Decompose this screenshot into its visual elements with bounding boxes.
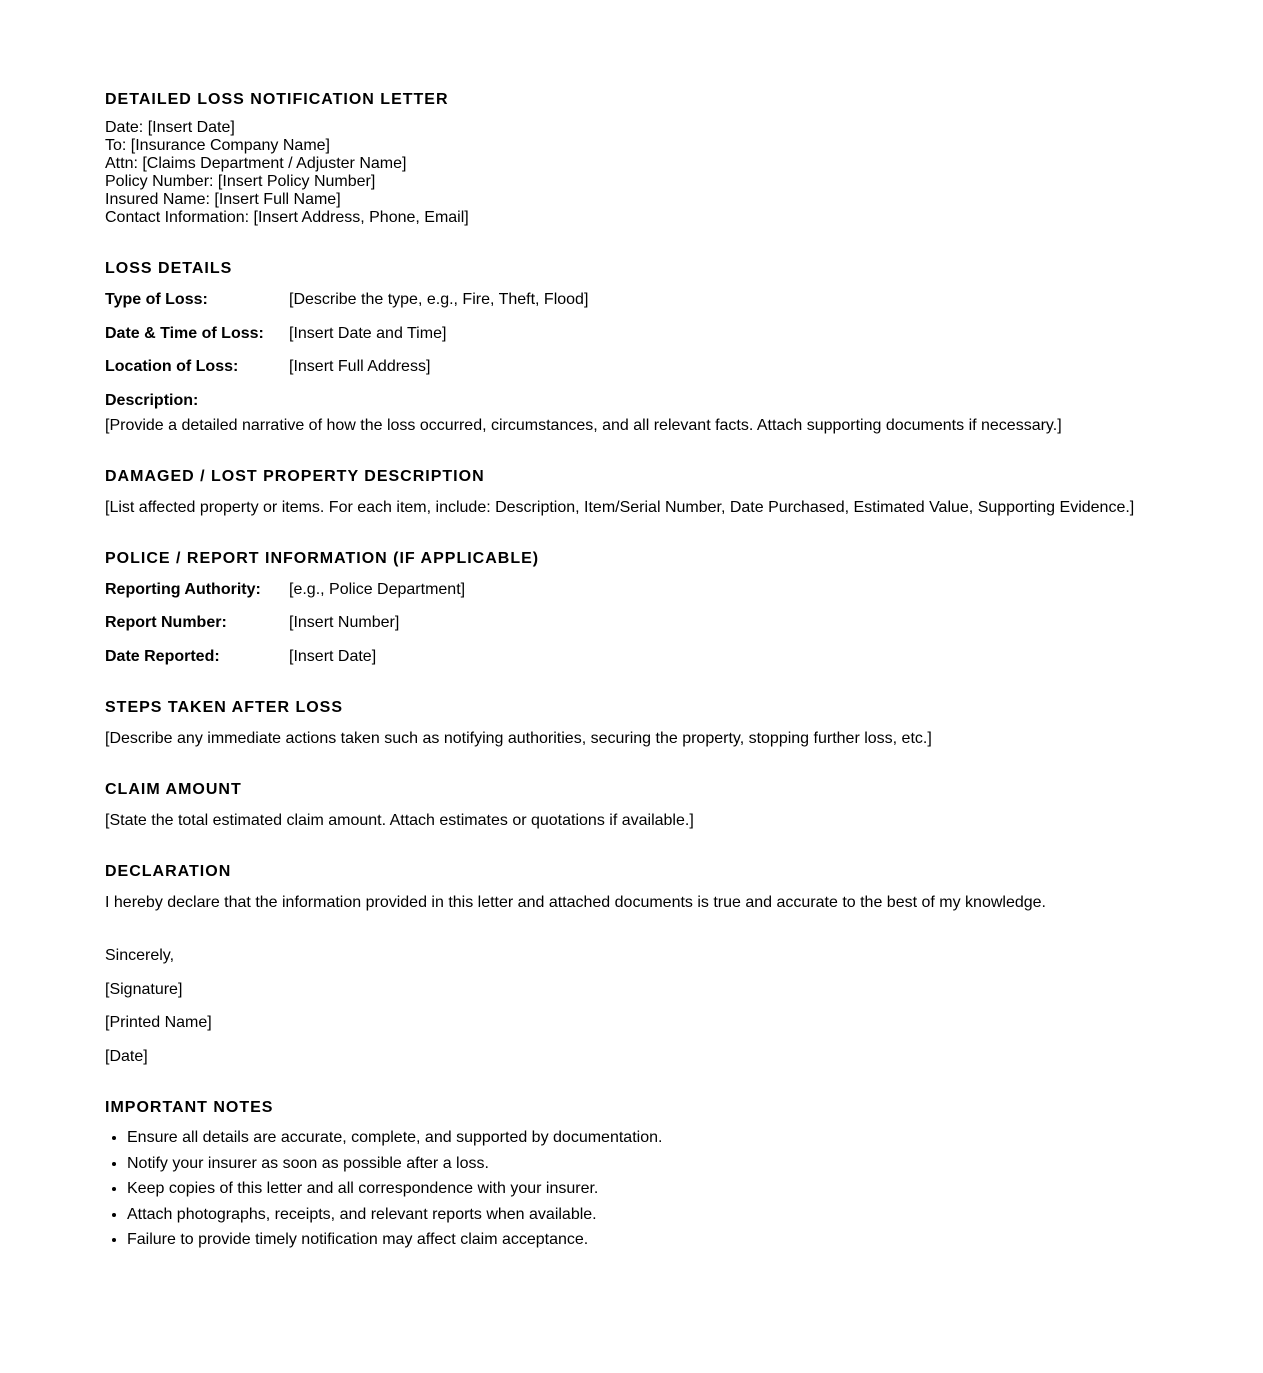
field-label: Type of Loss: [105,291,208,308]
field-value: [Insert Date] [289,648,377,665]
field-value: [Insert Number] [289,614,400,631]
list-item: • Notify your insurer as soon as possible after a loss. [127,1155,1205,1173]
loss-datetime-row [105,325,1205,343]
damaged-property-section [105,467,1205,517]
loss-location-row [105,358,1205,376]
field-label: Date Reported: [105,648,220,665]
claim-amount-text: [State the total estimated claim amount. Attach estimates or quotations if available.] [105,812,694,829]
closing-block [105,947,1205,1066]
field-label: Reporting Authority: [105,581,261,598]
closing-date: [Date] [105,1048,148,1065]
list-item: • Ensure all details are accurate, complete, and supported by documentation. [127,1129,1205,1147]
report-number-row [105,614,1205,632]
list-item: • Failure to provide timely notification may affect claim acceptance. [127,1231,1205,1249]
notes-list [105,1129,1205,1249]
field-label: Date & Time of Loss: [105,325,264,342]
letter-title: DETAILED LOSS NOTIFICATION LETTER [105,91,449,108]
header-to-line: To: [Insurance Company Name] [105,137,330,154]
description-label: Description: [105,392,199,409]
letter-header [105,119,1205,227]
header-insured-line: Insured Name: [Insert Full Name] [105,191,341,208]
claim-amount-heading: CLAIM AMOUNT [105,781,242,798]
loss-details-heading: LOSS DETAILS [105,260,233,277]
damaged-property-heading: DAMAGED / LOST PROPERTY DESCRIPTION [105,468,485,485]
field-label: Report Number: [105,614,227,631]
damaged-property-text: [List affected property or items. For each item, include: Description, Item/Serial Number, Date Purchased, Estimated Value, Supporting Evidence.] [105,499,1135,516]
header-contact-line: Contact Information: [Insert Address, Phone, Email] [105,209,469,226]
field-label: Location of Loss: [105,358,239,375]
field-value: [Insert Full Address] [289,358,431,375]
closing-signature: [Signature] [105,981,183,998]
important-notes-section [105,1098,1205,1249]
reporting-authority-row [105,581,1205,599]
declaration-heading: DECLARATION [105,863,232,880]
description-text: [Provide a detailed narrative of how the loss occurred, circumstances, and all relevant facts. Attach supporting documents if necessary.] [105,417,1062,434]
declaration-section [105,862,1205,912]
list-item: • Keep copies of this letter and all correspondence with your insurer. [127,1180,1205,1198]
field-value: [e.g., Police Department] [289,581,466,598]
declaration-text: I hereby declare that the information provided in this letter and attached documents is true and accurate to the best of my knowledge. [105,894,1046,911]
steps-taken-heading: STEPS TAKEN AFTER LOSS [105,699,344,716]
header-attn-line: Attn: [Claims Department / Adjuster Name] [105,155,407,172]
steps-taken-text: [Describe any immediate actions taken such as notifying authorities, securing the property, stopping further loss, etc.] [105,730,932,747]
loss-details-section [105,259,1205,435]
police-report-section [105,549,1205,666]
important-notes-heading: IMPORTANT NOTES [105,1099,274,1116]
closing-sincerely: Sincerely, [105,947,175,964]
loss-type-row [105,291,1205,309]
field-value: [Describe the type, e.g., Fire, Theft, Flood] [289,291,589,308]
police-report-heading: POLICE / REPORT INFORMATION (IF APPLICABLE) [105,550,540,567]
claim-amount-section [105,780,1205,830]
field-value: [Insert Date and Time] [289,325,447,342]
date-reported-row [105,648,1205,666]
closing-printed-name: [Printed Name] [105,1014,212,1031]
letter-page [105,90,1205,1257]
header-policy-line: Policy Number: [Insert Policy Number] [105,173,376,190]
list-item: • Attach photographs, receipts, and relevant reports when available. [127,1206,1205,1224]
header-date-line: Date: [Insert Date] [105,119,235,136]
steps-taken-section [105,698,1205,748]
